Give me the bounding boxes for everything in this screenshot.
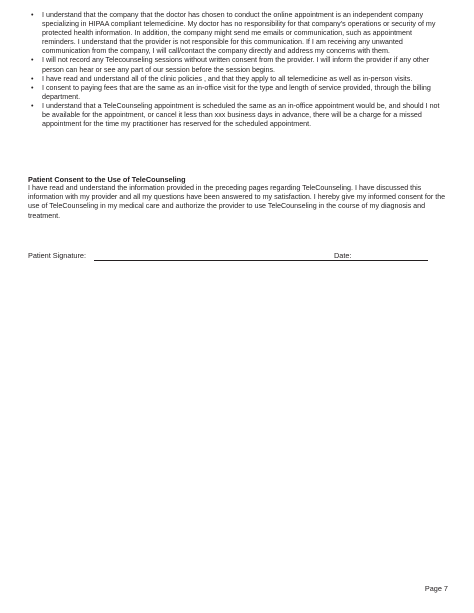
date-line[interactable] xyxy=(358,260,428,261)
bullet-text: I consent to paying fees that are the same as an in-office visit for the type and length of service provided, through the billing department. xyxy=(42,83,431,101)
bullet-item xyxy=(28,102,446,129)
bullet-dot: • xyxy=(31,56,34,65)
bullet-item xyxy=(28,11,446,56)
page-number: Page 7 xyxy=(424,584,448,593)
bullet-dot: • xyxy=(31,74,34,83)
terms-bullet-list xyxy=(28,11,446,129)
bullet-text: I understand that a TeleCounseling appointment is scheduled the same as an in-office appointment would be, and should I not be available for the appointment, or cancel it less than xxx business days in advance, there will be a charge for a missed appointment for the time my practitioner has reserved for the scheduled appointment. xyxy=(42,101,440,129)
patient-signature-line[interactable] xyxy=(94,260,359,261)
bullet-item xyxy=(28,56,446,74)
consent-body: I have read and understand the information provided in the preceding pages regarding TeleCounseling. I have discussed this information with my provider and all my questions have been answered to my satisfaction. I hereby give my informed consent for the use of TeleCounseling in my medical care and authorize the provider to use TeleCounseling in the course of my diagnosis and treatment. xyxy=(28,184,446,220)
patient-signature-label: Patient Signature: xyxy=(28,251,87,260)
bullet-dot: • xyxy=(31,83,34,92)
bullet-text: I have read and understand all of the clinic policies , and that they apply to all telemedicine as well as in-person visits. xyxy=(42,74,413,83)
consent-heading: Patient Consent to the Use of TeleCounseling xyxy=(28,175,186,184)
bullet-item xyxy=(28,84,446,102)
bullet-text: I will not record any Telecounseling sessions without written consent from the provider. I will inform the provider if any other person can hear or see any part of our session before the session begins. xyxy=(42,56,430,74)
consent-section xyxy=(28,175,446,221)
bullet-item xyxy=(28,75,446,84)
signature-row xyxy=(28,251,446,265)
bullet-text: I understand that the company that the doctor has chosen to conduct the online appointment is an independent company specializing in HIPAA compliant telemedicine. My doctor has no responsibility for that company’s operations or security of my protected health information. In addition, the company might send me emails or communication, such as appointment reminders. I understand that the provider is not responsible for this communication. If I am receiving any unwanted communication from the company, I will call/contact the company directly and address my concerns with them. xyxy=(42,11,436,56)
bullet-dot: • xyxy=(31,101,34,110)
bullet-dot: • xyxy=(31,11,34,19)
date-label: Date: xyxy=(334,251,352,260)
